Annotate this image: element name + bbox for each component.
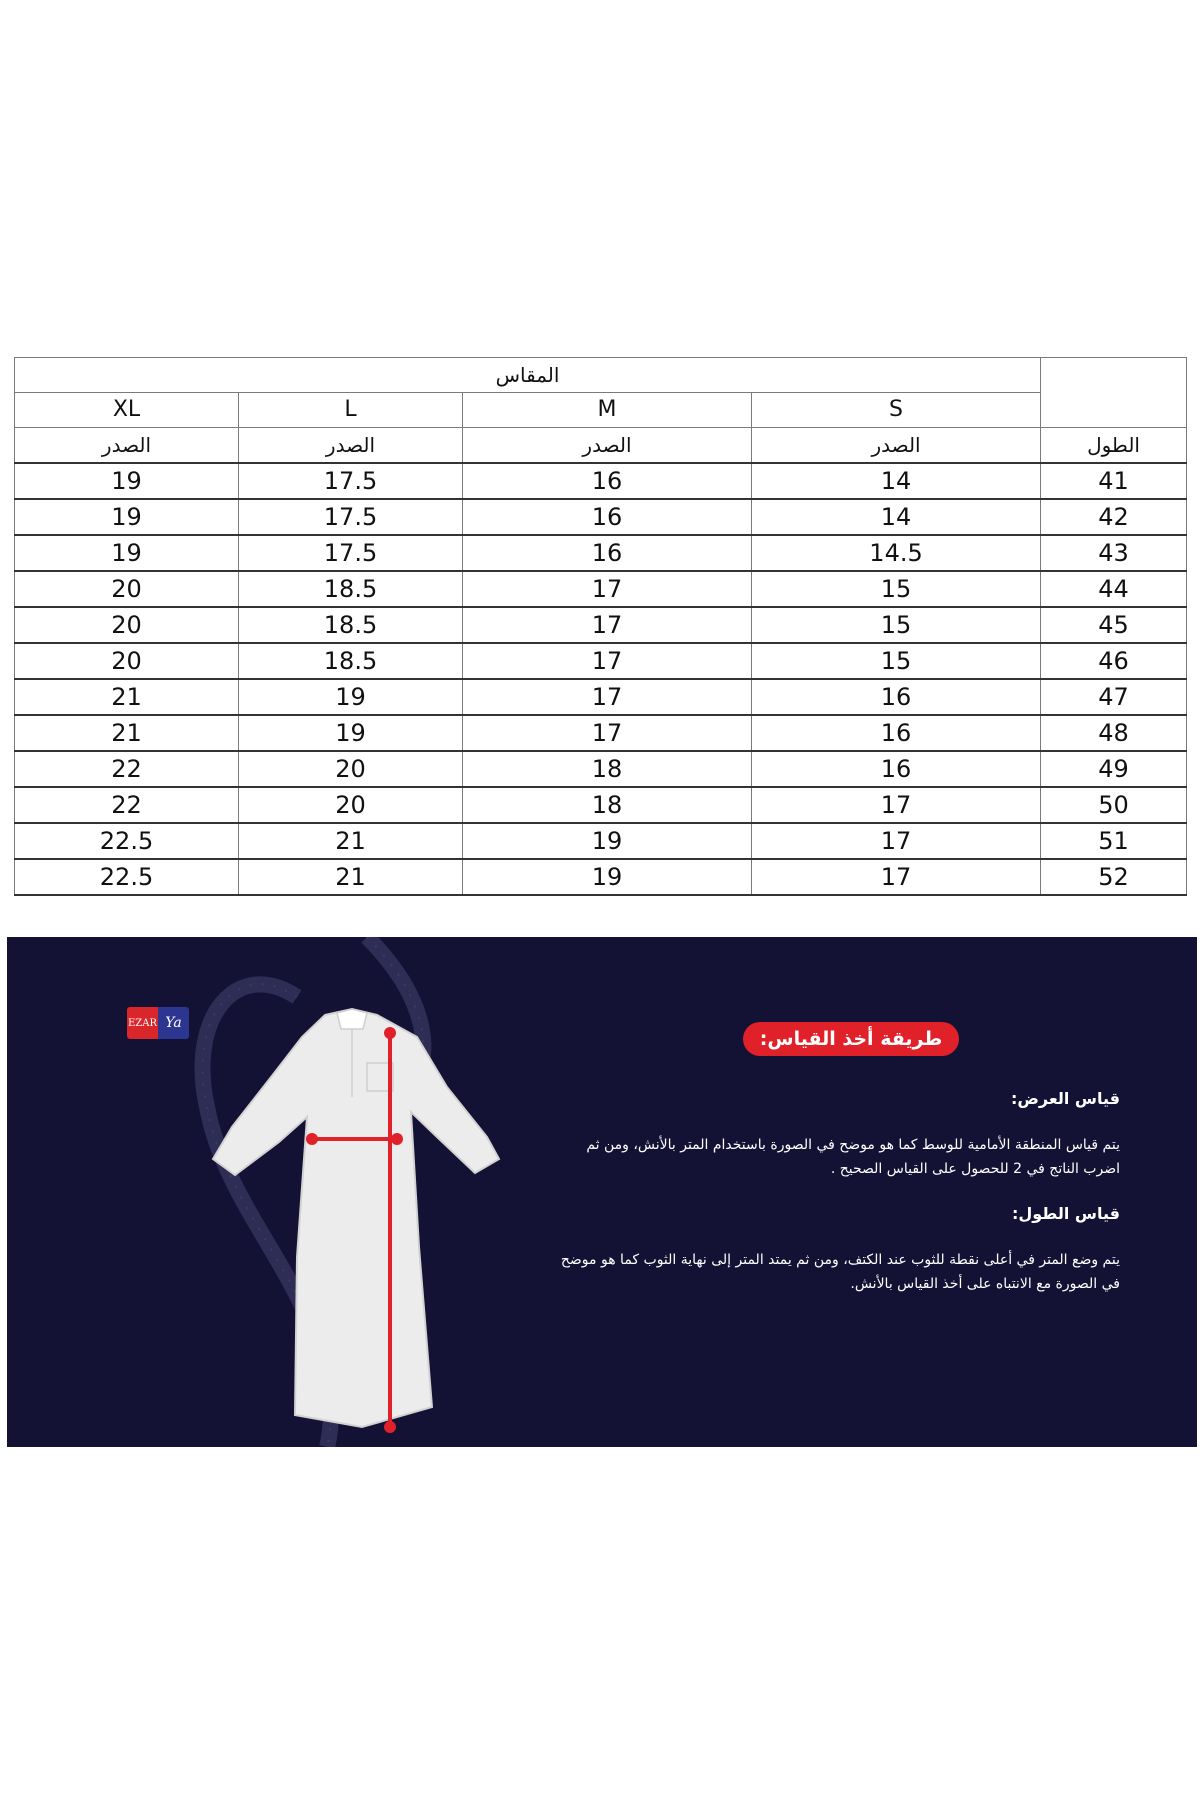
chest-cell-s: 15 <box>752 607 1041 643</box>
chest-cell-xl: 22 <box>15 787 239 823</box>
chest-cell-xl: 19 <box>15 499 239 535</box>
size-header-m: M <box>463 393 752 428</box>
chest-cell-xl: 22 <box>15 751 239 787</box>
table-row <box>15 859 1187 895</box>
chest-cell-xl: 20 <box>15 607 239 643</box>
table-row <box>15 715 1187 751</box>
length-cell: 46 <box>1041 643 1187 679</box>
table-row <box>15 751 1187 787</box>
chest-cell-l: 21 <box>239 823 463 859</box>
table-row <box>15 643 1187 679</box>
table-row <box>15 463 1187 499</box>
chest-label-xl: الصدر <box>15 428 239 464</box>
length-measure-text: يتم وضع المتر في أعلى نقطة للثوب عند الكتف، ومن ثم يمتد المتر إلى نهاية الثوب كما هو موضح في الصورة مع الانتباه على أخذ القياس بالأنش. <box>560 1252 1120 1292</box>
size-header-s: S <box>752 393 1041 428</box>
chest-cell-xl: 22.5 <box>15 823 239 859</box>
size-chart-table <box>14 357 1187 896</box>
table-row <box>15 571 1187 607</box>
chest-label-s: الصدر <box>752 428 1041 464</box>
length-cell: 50 <box>1041 787 1187 823</box>
chest-cell-s: 16 <box>752 715 1041 751</box>
table-row <box>15 535 1187 571</box>
table-row <box>15 499 1187 535</box>
chest-cell-s: 14 <box>752 463 1041 499</box>
length-cell: 42 <box>1041 499 1187 535</box>
chest-cell-l: 18.5 <box>239 571 463 607</box>
size-header-xl: XL <box>15 393 239 428</box>
chest-cell-m: 17 <box>463 715 752 751</box>
chest-cell-s: 16 <box>752 679 1041 715</box>
width-measure-heading: قياس العرض: <box>1010 1089 1120 1108</box>
chest-cell-l: 19 <box>239 679 463 715</box>
chest-cell-xl: 21 <box>15 715 239 751</box>
chest-label-l: الصدر <box>239 428 463 464</box>
chest-cell-xl: 22.5 <box>15 859 239 895</box>
logo-text-red: EZAR <box>127 1007 158 1039</box>
chest-cell-m: 17 <box>463 643 752 679</box>
chest-cell-l: 21 <box>239 859 463 895</box>
logo-text-blue: Ya <box>158 1007 189 1039</box>
chest-cell-l: 17.5 <box>239 499 463 535</box>
how-to-measure-title: طريقة أخذ القياس: <box>743 1022 959 1056</box>
chest-cell-xl: 20 <box>15 643 239 679</box>
chest-cell-xl: 20 <box>15 571 239 607</box>
length-cell: 41 <box>1041 463 1187 499</box>
table-row <box>15 679 1187 715</box>
chest-cell-l: 19 <box>239 715 463 751</box>
width-measure-text: يتم قياس المنطقة الأمامية للوسط كما هو موضح في الصورة باستخدام المتر بالأنش، ومن ثم اضرب الناتج في 2 للحصول على القياس الصحيح . <box>586 1137 1120 1177</box>
length-cell: 48 <box>1041 715 1187 751</box>
brand-logo <box>127 1007 189 1039</box>
chest-cell-m: 17 <box>463 607 752 643</box>
width-marker-left <box>306 1133 318 1145</box>
chest-cell-s: 15 <box>752 571 1041 607</box>
length-measure-heading: قياس الطول: <box>1011 1204 1120 1223</box>
length-marker-top <box>384 1027 396 1039</box>
chest-cell-m: 17 <box>463 571 752 607</box>
chest-cell-xl: 21 <box>15 679 239 715</box>
chest-cell-s: 17 <box>752 823 1041 859</box>
chest-cell-l: 17.5 <box>239 535 463 571</box>
chest-cell-s: 15 <box>752 643 1041 679</box>
chest-cell-s: 14 <box>752 499 1041 535</box>
chest-cell-m: 19 <box>463 859 752 895</box>
measure-title: المقاس <box>15 358 1041 393</box>
length-cell: 44 <box>1041 571 1187 607</box>
table-row <box>15 823 1187 859</box>
chest-cell-l: 18.5 <box>239 643 463 679</box>
measurement-guide-banner <box>7 937 1197 1447</box>
table-row <box>15 607 1187 643</box>
chest-cell-m: 18 <box>463 751 752 787</box>
chest-cell-l: 18.5 <box>239 607 463 643</box>
table-row <box>15 787 1187 823</box>
length-header: الطول <box>1041 428 1187 464</box>
chest-cell-s: 16 <box>752 751 1041 787</box>
corner-cell <box>1041 358 1187 428</box>
length-marker-bottom <box>384 1421 396 1433</box>
chest-cell-xl: 19 <box>15 535 239 571</box>
width-marker-right <box>391 1133 403 1145</box>
chest-cell-s: 17 <box>752 859 1041 895</box>
length-cell: 43 <box>1041 535 1187 571</box>
chest-cell-s: 17 <box>752 787 1041 823</box>
chest-cell-m: 16 <box>463 463 752 499</box>
chest-label-m: الصدر <box>463 428 752 464</box>
length-cell: 49 <box>1041 751 1187 787</box>
length-cell: 47 <box>1041 679 1187 715</box>
chest-cell-m: 19 <box>463 823 752 859</box>
chest-cell-l: 20 <box>239 751 463 787</box>
length-cell: 45 <box>1041 607 1187 643</box>
chest-cell-s: 14.5 <box>752 535 1041 571</box>
size-header-l: L <box>239 393 463 428</box>
chest-cell-l: 17.5 <box>239 463 463 499</box>
chest-cell-m: 16 <box>463 535 752 571</box>
length-cell: 51 <box>1041 823 1187 859</box>
chest-cell-m: 16 <box>463 499 752 535</box>
length-cell: 52 <box>1041 859 1187 895</box>
chest-cell-m: 17 <box>463 679 752 715</box>
chest-cell-xl: 19 <box>15 463 239 499</box>
chest-cell-m: 18 <box>463 787 752 823</box>
chest-cell-l: 20 <box>239 787 463 823</box>
